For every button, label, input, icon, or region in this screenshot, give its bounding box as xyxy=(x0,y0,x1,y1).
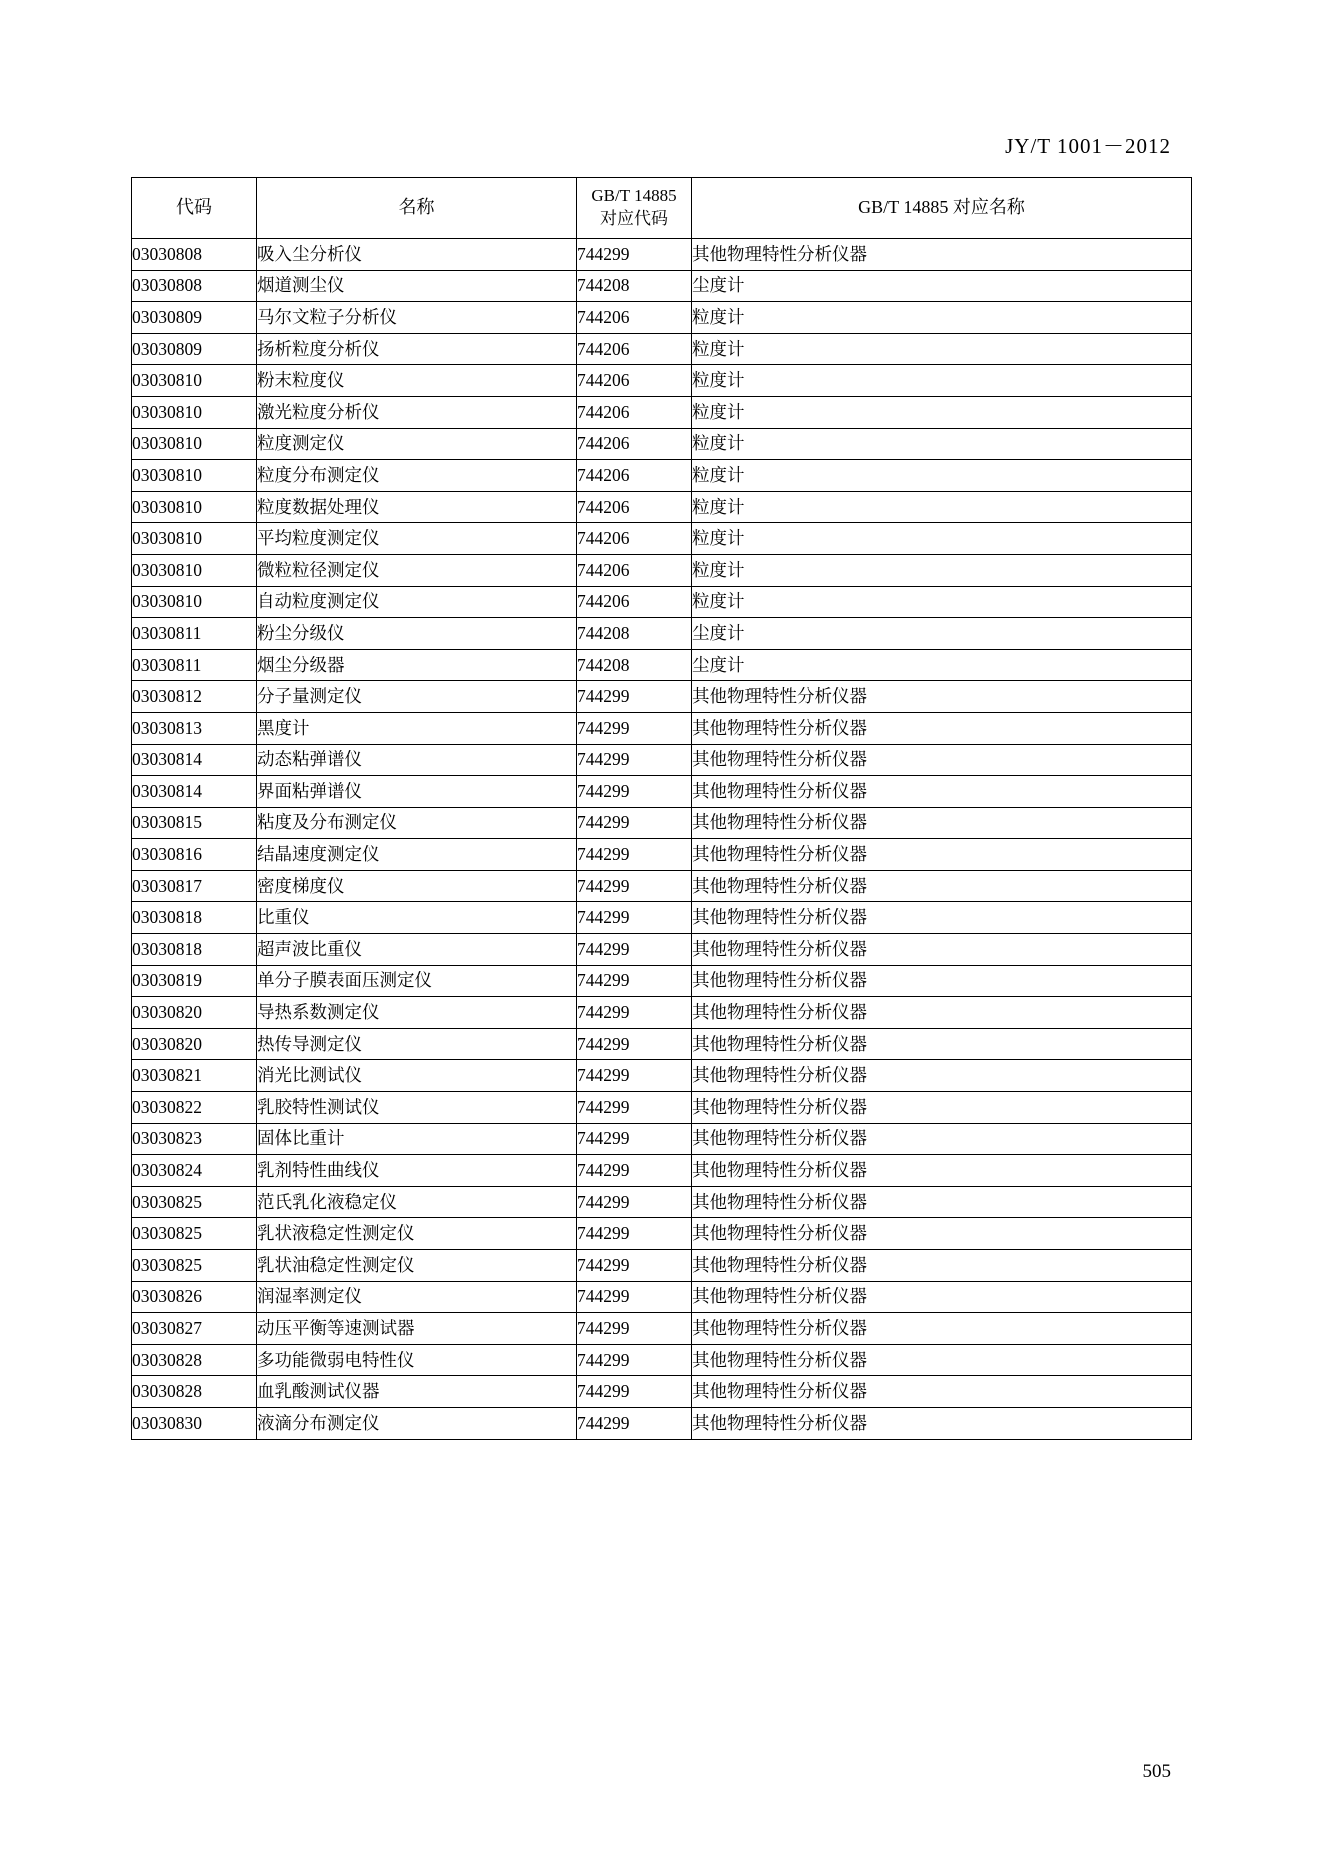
table-row xyxy=(132,554,1192,586)
table-row xyxy=(132,870,1192,902)
table-row xyxy=(132,807,1192,839)
table-row xyxy=(132,1344,1192,1376)
cell-gbt-name: 粒度计 xyxy=(692,460,1192,492)
column-header-gbt-code-line2: 对应代码 xyxy=(600,209,668,228)
table-row xyxy=(132,1376,1192,1408)
cell-code: 03030809 xyxy=(132,333,257,365)
cell-gbt-name: 其他物理特性分析仪器 xyxy=(692,902,1192,934)
cell-gbt-code: 744299 xyxy=(577,681,692,713)
table-row xyxy=(132,712,1192,744)
table-row xyxy=(132,491,1192,523)
cell-name: 导热系数测定仪 xyxy=(257,997,577,1029)
cell-gbt-name: 尘度计 xyxy=(692,270,1192,302)
cell-code: 03030817 xyxy=(132,870,257,902)
table-header-row xyxy=(132,178,1192,239)
cell-gbt-name: 粒度计 xyxy=(692,586,1192,618)
cell-gbt-code: 744206 xyxy=(577,460,692,492)
cell-code: 03030818 xyxy=(132,934,257,966)
table-row xyxy=(132,239,1192,271)
equipment-code-table-wrapper xyxy=(131,177,1191,1440)
cell-code: 03030815 xyxy=(132,807,257,839)
cell-gbt-name: 其他物理特性分析仪器 xyxy=(692,1313,1192,1345)
cell-gbt-code: 744206 xyxy=(577,365,692,397)
cell-gbt-code: 744299 xyxy=(577,1218,692,1250)
column-header-code: 代码 xyxy=(132,178,257,239)
cell-code: 03030814 xyxy=(132,776,257,808)
cell-gbt-code: 744299 xyxy=(577,807,692,839)
cell-name: 热传导测定仪 xyxy=(257,1028,577,1060)
cell-name: 乳状油稳定性测定仪 xyxy=(257,1250,577,1282)
cell-name: 黑度计 xyxy=(257,712,577,744)
table-row xyxy=(132,333,1192,365)
table-body xyxy=(132,239,1192,1440)
table-row xyxy=(132,649,1192,681)
cell-gbt-code: 744299 xyxy=(577,1250,692,1282)
cell-code: 03030808 xyxy=(132,270,257,302)
cell-code: 03030810 xyxy=(132,523,257,555)
table-row xyxy=(132,1028,1192,1060)
table-row xyxy=(132,523,1192,555)
cell-name: 分子量测定仪 xyxy=(257,681,577,713)
cell-gbt-name: 其他物理特性分析仪器 xyxy=(692,681,1192,713)
cell-name: 消光比测试仪 xyxy=(257,1060,577,1092)
cell-code: 03030810 xyxy=(132,491,257,523)
table-row xyxy=(132,681,1192,713)
cell-name: 粉尘分级仪 xyxy=(257,618,577,650)
cell-gbt-name: 其他物理特性分析仪器 xyxy=(692,1092,1192,1124)
cell-code: 03030821 xyxy=(132,1060,257,1092)
cell-name: 粘度及分布测定仪 xyxy=(257,807,577,839)
table-row xyxy=(132,618,1192,650)
cell-gbt-name: 其他物理特性分析仪器 xyxy=(692,1281,1192,1313)
cell-gbt-code: 744299 xyxy=(577,1092,692,1124)
cell-gbt-code: 744299 xyxy=(577,902,692,934)
cell-gbt-name: 其他物理特性分析仪器 xyxy=(692,1344,1192,1376)
cell-gbt-name: 粒度计 xyxy=(692,523,1192,555)
table-row xyxy=(132,839,1192,871)
cell-gbt-name: 粒度计 xyxy=(692,365,1192,397)
cell-name: 液滴分布测定仪 xyxy=(257,1407,577,1439)
cell-gbt-code: 744299 xyxy=(577,1060,692,1092)
cell-code: 03030820 xyxy=(132,997,257,1029)
cell-gbt-code: 744208 xyxy=(577,270,692,302)
cell-name: 平均粒度测定仪 xyxy=(257,523,577,555)
cell-name: 吸入尘分析仪 xyxy=(257,239,577,271)
table-row xyxy=(132,902,1192,934)
cell-gbt-name: 尘度计 xyxy=(692,649,1192,681)
cell-code: 03030808 xyxy=(132,239,257,271)
equipment-code-table xyxy=(131,177,1192,1440)
cell-name: 粒度分布测定仪 xyxy=(257,460,577,492)
table-header xyxy=(132,178,1192,239)
cell-code: 03030809 xyxy=(132,302,257,334)
cell-gbt-code: 744299 xyxy=(577,1407,692,1439)
cell-name: 动压平衡等速测试器 xyxy=(257,1313,577,1345)
cell-code: 03030828 xyxy=(132,1344,257,1376)
cell-gbt-name: 其他物理特性分析仪器 xyxy=(692,1155,1192,1187)
cell-code: 03030810 xyxy=(132,396,257,428)
cell-name: 结晶速度测定仪 xyxy=(257,839,577,871)
cell-gbt-name: 粒度计 xyxy=(692,396,1192,428)
cell-code: 03030820 xyxy=(132,1028,257,1060)
cell-name: 固体比重计 xyxy=(257,1123,577,1155)
cell-gbt-name: 粒度计 xyxy=(692,302,1192,334)
cell-code: 03030810 xyxy=(132,586,257,618)
cell-code: 03030822 xyxy=(132,1092,257,1124)
cell-name: 乳状液稳定性测定仪 xyxy=(257,1218,577,1250)
table-row xyxy=(132,1281,1192,1313)
cell-gbt-code: 744206 xyxy=(577,333,692,365)
cell-gbt-code: 744299 xyxy=(577,1376,692,1408)
cell-name: 微粒粒径测定仪 xyxy=(257,554,577,586)
cell-name: 乳剂特性曲线仪 xyxy=(257,1155,577,1187)
cell-gbt-code: 744206 xyxy=(577,586,692,618)
cell-gbt-code: 744299 xyxy=(577,965,692,997)
cell-name: 多功能微弱电特性仪 xyxy=(257,1344,577,1376)
cell-gbt-name: 其他物理特性分析仪器 xyxy=(692,997,1192,1029)
cell-gbt-code: 744299 xyxy=(577,239,692,271)
cell-name: 乳胶特性测试仪 xyxy=(257,1092,577,1124)
cell-gbt-name: 粒度计 xyxy=(692,333,1192,365)
cell-gbt-name: 其他物理特性分析仪器 xyxy=(692,965,1192,997)
cell-code: 03030825 xyxy=(132,1186,257,1218)
cell-gbt-code: 744206 xyxy=(577,554,692,586)
table-row xyxy=(132,997,1192,1029)
cell-name: 激光粒度分析仪 xyxy=(257,396,577,428)
cell-code: 03030828 xyxy=(132,1376,257,1408)
cell-name: 血乳酸测试仪器 xyxy=(257,1376,577,1408)
table-row xyxy=(132,1060,1192,1092)
cell-gbt-code: 744206 xyxy=(577,302,692,334)
cell-gbt-name: 其他物理特性分析仪器 xyxy=(692,712,1192,744)
cell-code: 03030830 xyxy=(132,1407,257,1439)
table-row xyxy=(132,744,1192,776)
cell-name: 界面粘弹谱仪 xyxy=(257,776,577,808)
cell-gbt-code: 744299 xyxy=(577,1344,692,1376)
table-row xyxy=(132,586,1192,618)
cell-code: 03030827 xyxy=(132,1313,257,1345)
cell-name: 单分子膜表面压测定仪 xyxy=(257,965,577,997)
table-row xyxy=(132,1250,1192,1282)
cell-code: 03030819 xyxy=(132,965,257,997)
cell-gbt-code: 744299 xyxy=(577,712,692,744)
cell-code: 03030810 xyxy=(132,428,257,460)
cell-name: 比重仪 xyxy=(257,902,577,934)
cell-gbt-code: 744299 xyxy=(577,744,692,776)
cell-gbt-name: 粒度计 xyxy=(692,491,1192,523)
cell-code: 03030824 xyxy=(132,1155,257,1187)
cell-name: 超声波比重仪 xyxy=(257,934,577,966)
cell-code: 03030810 xyxy=(132,365,257,397)
cell-gbt-name: 其他物理特性分析仪器 xyxy=(692,870,1192,902)
cell-name: 动态粘弹谱仪 xyxy=(257,744,577,776)
table-row xyxy=(132,1407,1192,1439)
table-row xyxy=(132,1155,1192,1187)
table-row xyxy=(132,776,1192,808)
cell-gbt-code: 744299 xyxy=(577,1313,692,1345)
page-number: 505 xyxy=(1142,1761,1171,1782)
cell-gbt-code: 744208 xyxy=(577,618,692,650)
cell-gbt-name: 其他物理特性分析仪器 xyxy=(692,1028,1192,1060)
cell-code: 03030811 xyxy=(132,649,257,681)
cell-code: 03030810 xyxy=(132,460,257,492)
cell-gbt-code: 744299 xyxy=(577,1028,692,1060)
table-row xyxy=(132,1092,1192,1124)
cell-code: 03030825 xyxy=(132,1250,257,1282)
cell-gbt-name: 其他物理特性分析仪器 xyxy=(692,744,1192,776)
cell-gbt-name: 其他物理特性分析仪器 xyxy=(692,239,1192,271)
cell-gbt-code: 744206 xyxy=(577,491,692,523)
cell-gbt-name: 其他物理特性分析仪器 xyxy=(692,934,1192,966)
cell-code: 03030811 xyxy=(132,618,257,650)
table-row xyxy=(132,934,1192,966)
cell-code: 03030826 xyxy=(132,1281,257,1313)
cell-gbt-name: 其他物理特性分析仪器 xyxy=(692,1060,1192,1092)
cell-gbt-name: 尘度计 xyxy=(692,618,1192,650)
table-row xyxy=(132,1313,1192,1345)
column-header-gbt-code-line1: GB/T 14885 xyxy=(591,186,677,206)
table-row xyxy=(132,1186,1192,1218)
cell-name: 润湿率测定仪 xyxy=(257,1281,577,1313)
column-header-gbt-code xyxy=(577,178,692,239)
cell-code: 03030814 xyxy=(132,744,257,776)
cell-gbt-name: 其他物理特性分析仪器 xyxy=(692,1250,1192,1282)
cell-code: 03030812 xyxy=(132,681,257,713)
table-row xyxy=(132,1218,1192,1250)
cell-gbt-code: 744299 xyxy=(577,997,692,1029)
cell-name: 扬析粒度分析仪 xyxy=(257,333,577,365)
cell-code: 03030818 xyxy=(132,902,257,934)
cell-code: 03030813 xyxy=(132,712,257,744)
column-header-name: 名称 xyxy=(257,178,577,239)
table-row xyxy=(132,270,1192,302)
cell-name: 粒度测定仪 xyxy=(257,428,577,460)
cell-gbt-code: 744208 xyxy=(577,649,692,681)
cell-code: 03030810 xyxy=(132,554,257,586)
page-header-standard-id: JY/T 1001－2012 xyxy=(1005,134,1171,158)
cell-gbt-name: 其他物理特性分析仪器 xyxy=(692,839,1192,871)
cell-name: 粉末粒度仪 xyxy=(257,365,577,397)
cell-gbt-code: 744299 xyxy=(577,1155,692,1187)
cell-code: 03030825 xyxy=(132,1218,257,1250)
cell-gbt-code: 744299 xyxy=(577,934,692,966)
cell-name: 粒度数据处理仪 xyxy=(257,491,577,523)
table-row xyxy=(132,428,1192,460)
cell-name: 密度梯度仪 xyxy=(257,870,577,902)
table-row xyxy=(132,302,1192,334)
cell-gbt-name: 其他物理特性分析仪器 xyxy=(692,1186,1192,1218)
cell-gbt-code: 744206 xyxy=(577,396,692,428)
cell-name: 范氏乳化液稳定仪 xyxy=(257,1186,577,1218)
cell-name: 烟道测尘仪 xyxy=(257,270,577,302)
table-row xyxy=(132,396,1192,428)
cell-gbt-name: 其他物理特性分析仪器 xyxy=(692,1407,1192,1439)
cell-gbt-code: 744299 xyxy=(577,1186,692,1218)
cell-gbt-name: 其他物理特性分析仪器 xyxy=(692,1376,1192,1408)
cell-gbt-name: 其他物理特性分析仪器 xyxy=(692,1123,1192,1155)
column-header-gbt-name: GB/T 14885 对应名称 xyxy=(692,178,1192,239)
cell-gbt-code: 744299 xyxy=(577,870,692,902)
table-row xyxy=(132,965,1192,997)
cell-name: 马尔文粒子分析仪 xyxy=(257,302,577,334)
cell-gbt-code: 744299 xyxy=(577,839,692,871)
cell-gbt-code: 744299 xyxy=(577,776,692,808)
cell-code: 03030816 xyxy=(132,839,257,871)
cell-gbt-name: 粒度计 xyxy=(692,554,1192,586)
cell-gbt-name: 粒度计 xyxy=(692,428,1192,460)
table-row xyxy=(132,365,1192,397)
cell-name: 自动粒度测定仪 xyxy=(257,586,577,618)
cell-code: 03030823 xyxy=(132,1123,257,1155)
cell-gbt-code: 744206 xyxy=(577,428,692,460)
cell-gbt-code: 744206 xyxy=(577,523,692,555)
table-row xyxy=(132,460,1192,492)
cell-gbt-name: 其他物理特性分析仪器 xyxy=(692,776,1192,808)
cell-gbt-name: 其他物理特性分析仪器 xyxy=(692,807,1192,839)
cell-gbt-code: 744299 xyxy=(577,1123,692,1155)
cell-name: 烟尘分级器 xyxy=(257,649,577,681)
cell-gbt-name: 其他物理特性分析仪器 xyxy=(692,1218,1192,1250)
table-row xyxy=(132,1123,1192,1155)
cell-gbt-code: 744299 xyxy=(577,1281,692,1313)
